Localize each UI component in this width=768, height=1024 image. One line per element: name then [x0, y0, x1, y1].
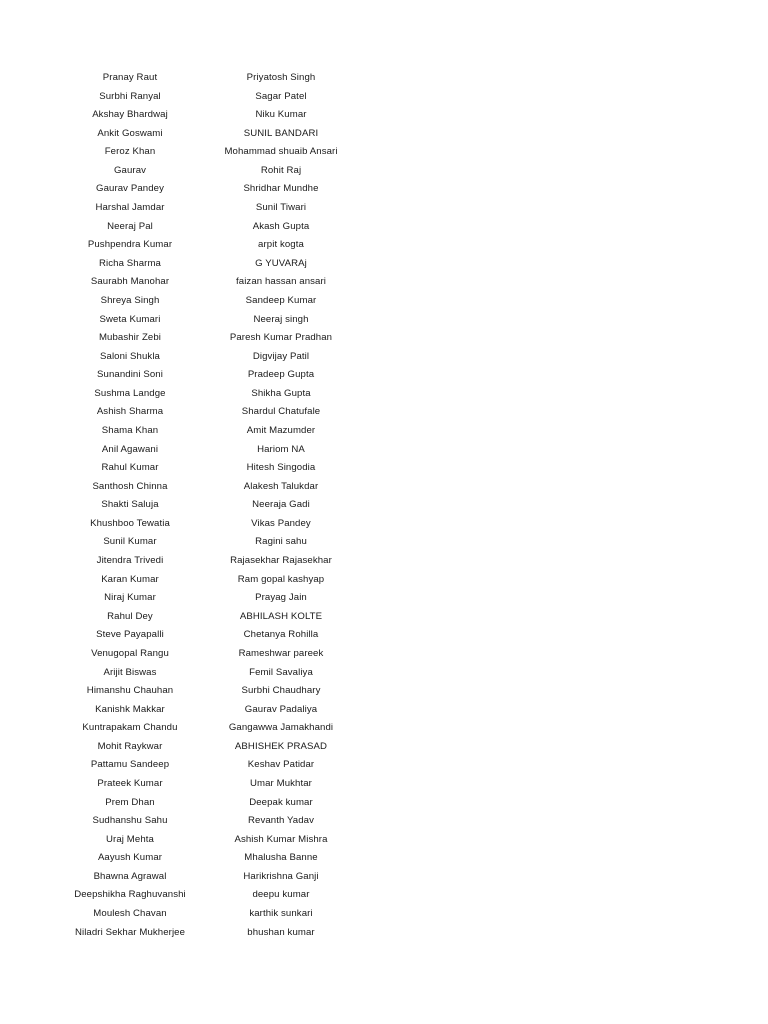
table-row: [0, 236, 768, 255]
table-row: [0, 106, 768, 125]
name-cell-right: Sunil Tiwari: [255, 202, 307, 214]
table-row: [0, 794, 768, 813]
table-row: [0, 292, 768, 311]
name-cell-right: Pradeep Gupta: [247, 369, 315, 381]
name-cell-right: Alakesh Talukdar: [243, 480, 319, 492]
table-row: [0, 571, 768, 590]
name-cell-left: Aayush Kumar: [97, 852, 163, 864]
table-row: [0, 143, 768, 162]
table-row: [0, 329, 768, 348]
name-cell-left: Sunil Kumar: [103, 536, 157, 548]
name-cell-left: Prem Dhan: [105, 796, 155, 808]
name-cell-left: Sudhanshu Sahu: [92, 815, 168, 827]
name-cell-right: Ashish Kumar Mishra: [234, 833, 328, 845]
name-cell-right: deepu kumar: [252, 889, 310, 901]
names-table: [0, 69, 768, 942]
table-row: [0, 459, 768, 478]
name-cell-right: Shardul Chatufale: [241, 406, 321, 418]
table-row: [0, 125, 768, 144]
name-cell-right: Amit Mazumder: [246, 424, 316, 436]
table-row: [0, 608, 768, 627]
name-cell-left: Moulesh Chavan: [93, 908, 167, 920]
table-row: [0, 905, 768, 924]
name-cell-right: SUNIL BANDARI: [243, 127, 319, 139]
table-row: [0, 88, 768, 107]
name-cell-right: Priyatosh Singh: [246, 72, 316, 83]
table-row: [0, 682, 768, 701]
name-cell-left: Kuntrapakam Chandu: [82, 722, 178, 734]
name-cell-right: Vikas Pandey: [251, 517, 311, 529]
name-cell-right: Gaurav Padaliya: [244, 703, 318, 715]
name-cell-right: Shridhar Mundhe: [243, 183, 319, 195]
name-cell-left: Shakti Saluja: [101, 499, 159, 511]
name-cell-left: Sunandini Soni: [97, 369, 163, 381]
table-row: [0, 515, 768, 534]
name-cell-left: Santhosh Chinna: [92, 480, 168, 492]
name-cell-left: Khushboo Tewatia: [90, 517, 170, 529]
name-cell-right: faizan hassan ansari: [236, 276, 326, 288]
table-row: [0, 385, 768, 404]
name-cell-left: Steve Payapalli: [96, 629, 164, 641]
table-row: [0, 478, 768, 497]
table-row: [0, 924, 768, 943]
name-cell-left: Gaurav: [113, 164, 147, 176]
name-cell-left: Akshay Bhardwaj: [92, 109, 168, 121]
name-cell-left: Pattamu Sandeep: [90, 759, 170, 771]
name-cell-right: Neeraj singh: [253, 313, 309, 325]
name-cell-left: Prateek Kumar: [97, 777, 163, 789]
name-cell-right: Shikha Gupta: [251, 387, 311, 399]
table-row: [0, 162, 768, 181]
name-cell-right: Prayag Jain: [255, 592, 307, 604]
table-row: [0, 719, 768, 738]
name-cell-left: Sweta Kumari: [99, 313, 161, 325]
name-cell-left: Venugopal Rangu: [91, 647, 169, 659]
name-cell-right: Sandeep Kumar: [245, 294, 317, 306]
table-row: [0, 831, 768, 850]
name-cell-right: Surbhi Chaudhary: [241, 685, 321, 697]
name-cell-right: Revanth Yadav: [247, 815, 314, 827]
name-cell-left: Pushpendra Kumar: [87, 239, 173, 251]
table-row: [0, 645, 768, 664]
name-cell-left: Richa Sharma: [99, 257, 161, 269]
name-cell-left: Bhawna Agrawal: [93, 870, 167, 882]
name-cell-right: Mhalusha Banne: [244, 852, 318, 864]
name-cell-left: Sushma Landge: [94, 387, 166, 399]
name-cell-left: Rahul Kumar: [101, 462, 159, 474]
table-row: [0, 664, 768, 683]
name-cell-left: Shama Khan: [101, 424, 159, 436]
name-cell-left: Karan Kumar: [101, 573, 159, 585]
name-cell-right: ABHISHEK PRASAD: [234, 740, 328, 752]
name-cell-left: Himanshu Chauhan: [86, 685, 174, 697]
table-row: [0, 552, 768, 571]
name-cell-right: arpit kogta: [258, 239, 304, 251]
table-row: [0, 273, 768, 292]
table-row: [0, 756, 768, 775]
name-cell-left: Niladri Sekhar Mukherjee: [74, 926, 186, 938]
name-cell-left: Neeraj Pal: [107, 220, 153, 232]
name-cell-left: Deepshikha Raghuvanshi: [74, 889, 186, 901]
name-cell-left: Anil Agawani: [101, 443, 159, 455]
name-cell-left: Shreya Singh: [100, 294, 160, 306]
name-cell-right: bhushan kumar: [247, 926, 315, 938]
name-cell-left: Kanishk Makkar: [95, 703, 165, 715]
table-row: [0, 366, 768, 385]
name-cell-right: karthik sunkari: [249, 908, 313, 920]
table-row: [0, 311, 768, 330]
table-row: [0, 886, 768, 905]
name-cell-left: Gaurav Pandey: [96, 183, 164, 195]
name-cell-left: Ankit Goswami: [97, 127, 163, 139]
name-cell-right: Deepak kumar: [249, 796, 313, 808]
table-row: [0, 199, 768, 218]
table-row: [0, 775, 768, 794]
table-row: [0, 812, 768, 831]
name-cell-right: Sagar Patel: [255, 90, 307, 102]
name-cell-right: Harikrishna Ganji: [243, 870, 319, 882]
name-cell-right: Mohammad shuaib Ansari: [224, 146, 338, 158]
name-cell-right: Rajasekhar Rajasekhar: [230, 555, 332, 567]
table-row: [0, 180, 768, 199]
name-cell-right: Niku Kumar: [255, 109, 307, 121]
name-cell-left: Feroz Khan: [104, 146, 156, 158]
name-cell-left: Pranay Raut: [102, 72, 158, 83]
name-cell-left: Uraj Mehta: [106, 833, 154, 845]
name-cell-right: Chetanya Rohilla: [243, 629, 319, 641]
table-row: [0, 589, 768, 608]
table-row: [0, 403, 768, 422]
name-cell-right: Ram gopal kashyap: [237, 573, 325, 585]
table-row: [0, 738, 768, 757]
name-cell-left: Saurabh Manohar: [90, 276, 170, 288]
name-cell-left: Surbhi Ranyal: [99, 90, 161, 102]
name-cell-left: Jitendra Trivedi: [96, 555, 164, 567]
name-cell-left: Harshal Jamdar: [95, 202, 165, 214]
table-row: [0, 348, 768, 367]
name-cell-right: Femil Savaliya: [249, 666, 313, 678]
name-cell-left: Arijit Biswas: [103, 666, 157, 678]
name-cell-left: Niraj Kumar: [104, 592, 156, 604]
name-cell-right: Digvijay Patil: [252, 350, 310, 362]
table-row: [0, 441, 768, 460]
table-row: [0, 626, 768, 645]
name-cell-right: Ragini sahu: [255, 536, 307, 548]
name-cell-left: Mohit Raykwar: [97, 740, 163, 752]
name-cell-right: Neeraja Gadi: [252, 499, 310, 511]
name-cell-right: Keshav Patidar: [247, 759, 315, 771]
name-cell-right: Gangawwa Jamakhandi: [228, 722, 334, 734]
name-cell-right: Rohit Raj: [260, 164, 302, 176]
table-row: [0, 849, 768, 868]
table-row: [0, 868, 768, 887]
table-row: [0, 69, 768, 88]
name-cell-right: Hitesh Singodia: [246, 462, 316, 474]
table-row: [0, 701, 768, 720]
name-cell-right: Umar Mukhtar: [250, 777, 312, 789]
name-cell-right: G YUVARAj: [255, 257, 307, 269]
table-row: [0, 255, 768, 274]
name-cell-right: ABHILASH KOLTE: [239, 610, 323, 622]
name-cell-left: Rahul Dey: [107, 610, 153, 622]
name-cell-left: Saloni Shukla: [100, 350, 160, 362]
name-cell-left: Ashish Sharma: [96, 406, 164, 418]
name-cell-left: Mubashir Zebi: [98, 332, 162, 344]
table-row: [0, 496, 768, 515]
name-cell-right: Akash Gupta: [252, 220, 310, 232]
table-row: [0, 422, 768, 441]
table-row: [0, 533, 768, 552]
table-row: [0, 218, 768, 237]
name-cell-right: Rameshwar pareek: [238, 647, 324, 659]
name-cell-right: Paresh Kumar Pradhan: [229, 332, 333, 344]
name-cell-right: Hariom NA: [257, 443, 305, 455]
